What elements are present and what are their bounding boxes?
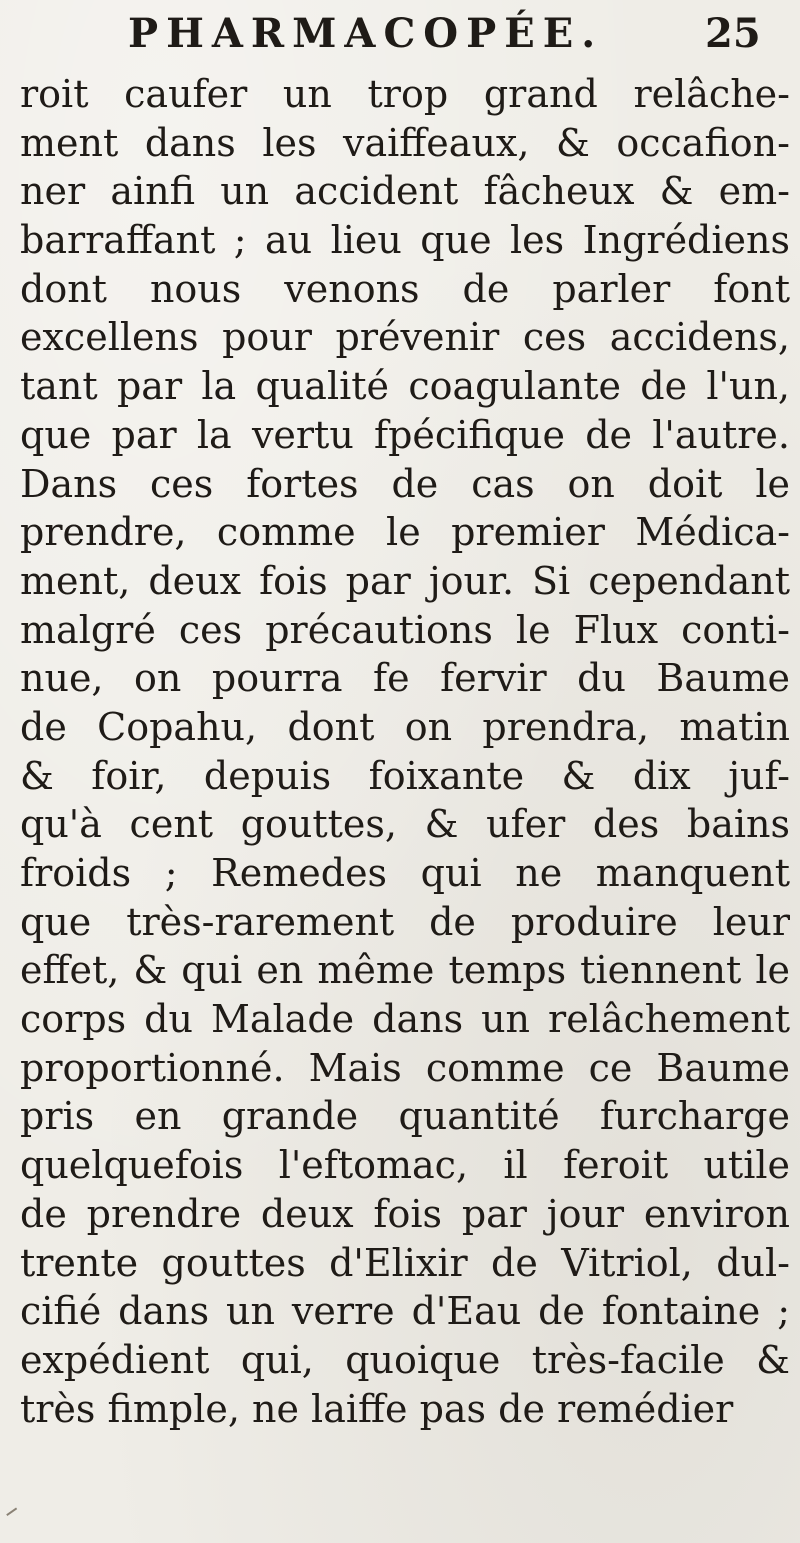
text-line: ment dans les vaiffeaux, & occafion- — [20, 120, 790, 165]
text-line: de prendre deux fois par jour environ — [20, 1191, 790, 1236]
text-line: ner ainfi un accident fâcheux & em- — [20, 169, 790, 214]
text-line: de Copahu, dont on prendra, matin — [20, 704, 790, 749]
text-line: & foir, depuis foixante & dix juf- — [20, 753, 790, 798]
body-text — [20, 70, 790, 1433]
text-line: malgré ces précautions le Flux conti- — [20, 607, 790, 652]
text-line: excellens pour prévenir ces accidens, — [20, 315, 790, 360]
text-line: corps du Malade dans un relâchement — [20, 997, 790, 1042]
text-line: ment, deux fois par jour. Si cependant — [20, 558, 790, 603]
page-number: 25 — [705, 10, 761, 57]
text-line: barraffant ; au lieu que les Ingrédiens — [20, 218, 790, 263]
text-line: proportionné. Mais comme ce Baume — [20, 1045, 790, 1090]
text-line: quelquefois l'eftomac, il feroit utile — [20, 1143, 790, 1188]
text-line: tant par la qualité coagulante de l'un, — [20, 364, 790, 409]
running-head-title: PHARMACOPÉE. — [128, 10, 604, 57]
margin-mark — [6, 1507, 22, 1522]
text-line: effet, & qui en même temps tiennent le — [20, 948, 790, 993]
running-head — [0, 10, 800, 70]
text-line: expédient qui, quoique très-facile & — [20, 1337, 790, 1382]
text-line: cifié dans un verre d'Eau de fontaine ; — [20, 1289, 790, 1334]
text-line: nue, on pourra fe fervir du Baume — [20, 656, 790, 701]
text-line: que très-rarement de produire leur — [20, 899, 790, 944]
text-line: prendre, comme le premier Médica- — [20, 510, 790, 555]
text-line: Dans ces fortes de cas on doit le — [20, 461, 790, 506]
text-line: trente gouttes d'Elixir de Vitriol, dul- — [20, 1240, 790, 1285]
text-line: très fimple, ne laiffe pas de remédier — [20, 1386, 734, 1431]
text-line: roit caufer un trop grand relâche- — [20, 72, 790, 116]
text-line: pris en grande quantité furcharge — [20, 1094, 790, 1139]
text-line: qu'à cent gouttes, & ufer des bains — [20, 802, 790, 847]
text-line: dont nous venons de parler font — [20, 266, 790, 311]
text-line: froids ; Remedes qui ne manquent — [20, 851, 790, 895]
text-line: que par la vertu fpécifique de l'autre. — [20, 412, 790, 457]
